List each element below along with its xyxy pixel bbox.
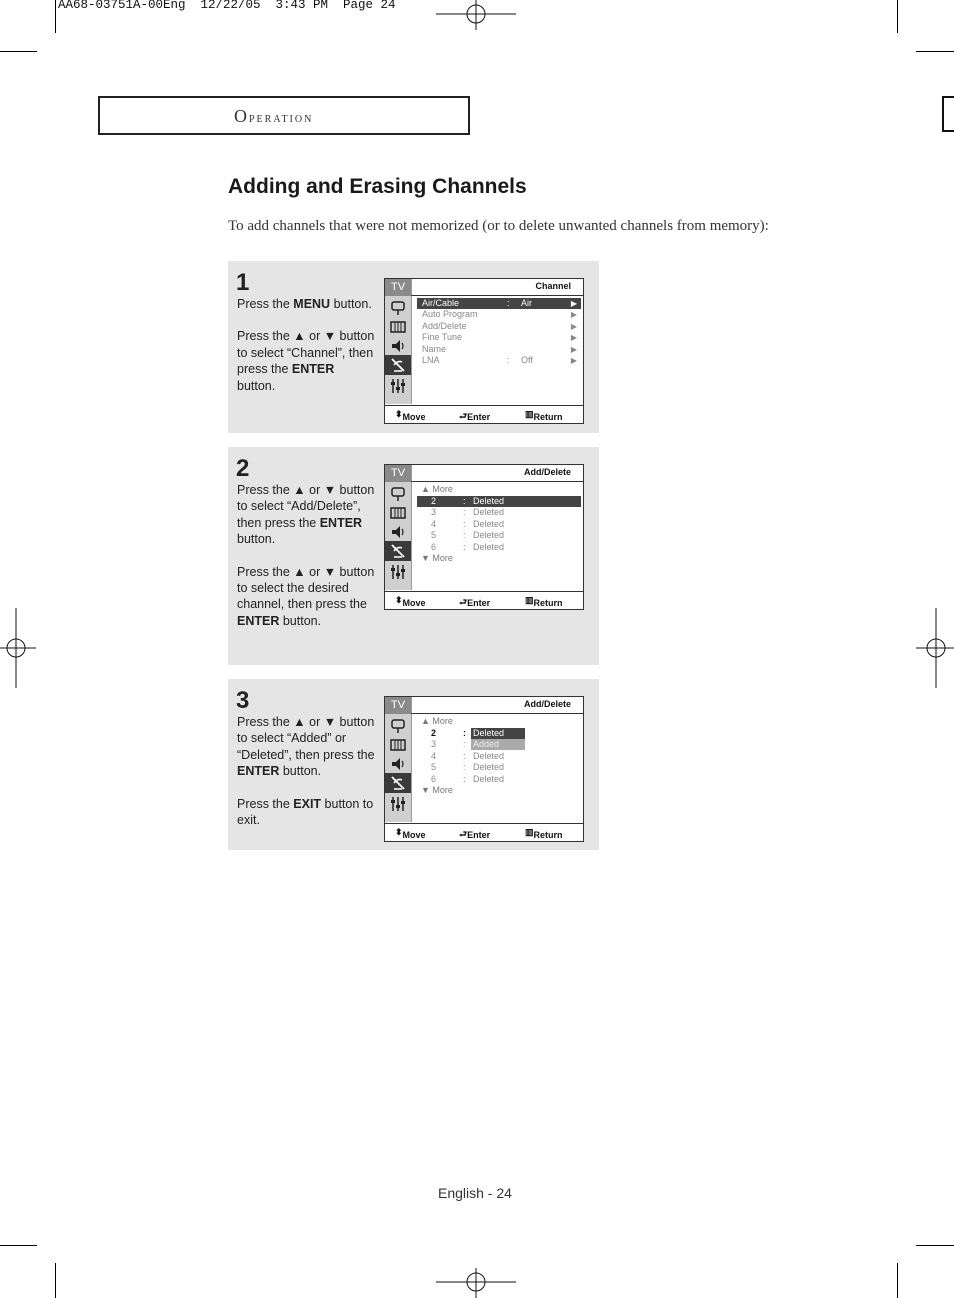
setup-icon	[389, 796, 407, 812]
menu-item-fine-tune[interactable]: Fine Tune ▶	[422, 332, 577, 342]
crop-mark	[0, 1245, 37, 1246]
print-slug: AA68-03751A-00Eng 12/22/05 3:43 PM Page 24	[58, 0, 396, 12]
step-panel-3	[228, 679, 599, 850]
menu-sidebar	[385, 697, 412, 822]
channel-row[interactable]: 5 : Deleted	[431, 530, 505, 540]
picture-icon	[389, 300, 407, 316]
crop-mark	[0, 51, 37, 52]
channel-row[interactable]: 4 : Deleted	[431, 519, 505, 529]
channel-row[interactable]: 6 : Deleted	[431, 774, 505, 784]
setup-icon	[389, 564, 407, 580]
osd-menu-channel	[384, 278, 584, 424]
step-instructions	[237, 296, 375, 410]
instruction-paragraph: Press the ▲ or ▼ button to select “Channel”, then press the ENTER button.	[237, 329, 375, 393]
osd-menu-add-delete	[384, 696, 584, 842]
step-instructions	[237, 714, 375, 844]
channel-row[interactable]: 2 :	[431, 728, 466, 738]
speaker-icon	[389, 338, 407, 354]
section-header-box	[98, 96, 470, 135]
more-down[interactable]: ▼ More	[421, 785, 453, 795]
speaker-icon	[389, 756, 407, 772]
registration-mark	[916, 608, 954, 688]
picture-icon	[389, 486, 407, 502]
crop-mark	[55, 1263, 56, 1298]
menu-item-add-delete[interactable]: Add/Delete ▶	[422, 321, 577, 331]
option-added[interactable]: Added	[471, 739, 525, 750]
more-down[interactable]: ▼ More	[421, 553, 453, 563]
step-instructions	[237, 482, 375, 645]
step-number: 1	[236, 269, 250, 296]
section-title: Operation	[234, 106, 314, 126]
registration-mark	[0, 608, 36, 688]
more-up[interactable]: ▲ More	[421, 484, 453, 494]
osd-menu-add-delete	[384, 464, 584, 610]
return-hint: ▥ Return	[525, 409, 563, 422]
menu-item-name[interactable]: Name ▶	[422, 344, 577, 354]
crop-mark	[55, 0, 56, 33]
speaker-icon	[389, 524, 407, 540]
crop-mark	[897, 1263, 898, 1298]
menu-item-auto-program[interactable]: Auto Program ▶	[422, 309, 577, 319]
channel-icon	[389, 775, 407, 791]
sound-icon	[389, 737, 407, 753]
return-hint: ▥ Return	[525, 827, 563, 840]
setup-icon	[389, 378, 407, 394]
menu-item-air-cable[interactable]: Air/Cable : Air ▶	[417, 298, 581, 309]
channel-icon	[389, 543, 407, 559]
menu-title: Channel	[535, 281, 571, 291]
instruction-paragraph: Press the ▲ or ▼ button to select the desired channel, then press the ENTER button.	[237, 564, 375, 628]
intro-text: To add channels that were not memorized (or to delete unwanted channels from memory):	[228, 218, 769, 234]
channel-row[interactable]: 3 : Deleted	[431, 507, 505, 517]
move-hint: ⬍ Move	[395, 409, 426, 422]
channel-row[interactable]: 2 : Deleted	[417, 496, 581, 507]
edge-tab	[942, 96, 954, 132]
menu-footer	[385, 405, 583, 423]
enter-hint: ⮐ Enter	[459, 411, 491, 422]
menu-title: Add/Delete	[523, 699, 571, 709]
instruction-paragraph: Press the ▲ or ▼ button to select “Add/Delete”, then press the ENTER button.	[237, 483, 375, 547]
sound-icon	[389, 505, 407, 521]
step-panel-2	[228, 447, 599, 665]
more-up[interactable]: ▲ More	[421, 716, 453, 726]
page-number: English - 24	[438, 1185, 512, 1201]
sound-icon	[389, 319, 407, 335]
channel-icon	[389, 357, 407, 373]
instruction-paragraph: Press the EXIT button to exit.	[237, 796, 374, 828]
option-deleted[interactable]: Deleted	[471, 728, 525, 739]
tv-label: TV	[385, 697, 411, 714]
picture-icon	[389, 718, 407, 734]
tv-label: TV	[385, 465, 411, 482]
return-hint: ▥ Return	[525, 595, 563, 608]
divider	[411, 481, 583, 482]
step-panel-1	[228, 261, 599, 433]
menu-title: Add/Delete	[523, 467, 571, 477]
divider	[411, 713, 583, 714]
tv-label: TV	[385, 279, 411, 296]
divider	[411, 295, 583, 296]
page-title: Adding and Erasing Channels	[228, 175, 527, 198]
channel-row[interactable]: 3 :	[431, 739, 466, 749]
enter-hint: ⮐ Enter	[459, 597, 491, 608]
move-hint: ⬍ Move	[395, 827, 426, 840]
menu-sidebar	[385, 279, 412, 404]
instruction-paragraph: Press the MENU button.	[237, 297, 372, 311]
menu-item-lna[interactable]: LNA : Off ▶	[422, 355, 577, 365]
move-hint: ⬍ Move	[395, 595, 426, 608]
channel-row[interactable]: 6 : Deleted	[431, 542, 505, 552]
menu-sidebar	[385, 465, 412, 590]
channel-row[interactable]: 5 : Deleted	[431, 762, 505, 772]
menu-footer	[385, 591, 583, 609]
enter-hint: ⮐ Enter	[459, 829, 491, 840]
menu-footer	[385, 823, 583, 841]
step-number: 2	[236, 455, 250, 482]
registration-mark	[436, 1268, 516, 1298]
instruction-paragraph: Press the ▲ or ▼ button to select “Added” or “Deleted”, then press the ENTER button.	[237, 715, 375, 779]
crop-mark	[897, 0, 898, 33]
registration-mark	[436, 0, 516, 30]
step-number: 3	[236, 687, 250, 714]
crop-mark	[916, 1245, 954, 1246]
channel-row[interactable]: 4 : Deleted	[431, 751, 505, 761]
crop-mark	[916, 51, 954, 52]
